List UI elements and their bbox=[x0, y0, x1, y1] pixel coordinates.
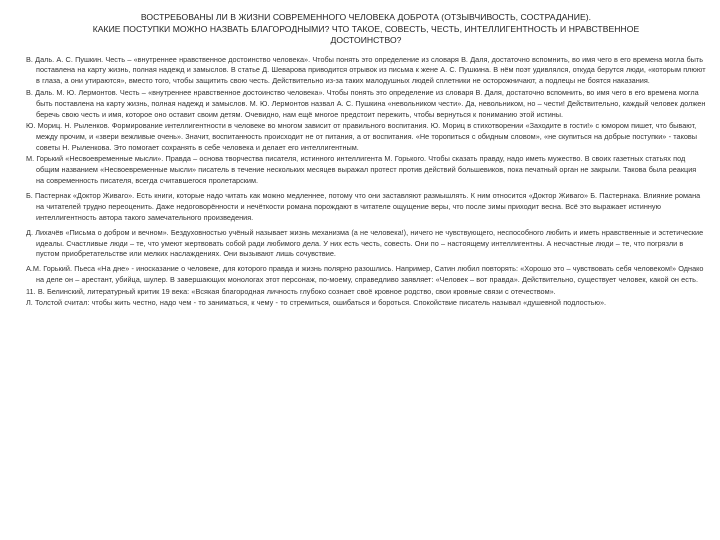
title-line-1: ВОСТРЕБОВАНЫ ЛИ В ЖИЗНИ СОВРЕМЕННОГО ЧЕЛОВЕКА ДОБРОТА (ОТЗЫВЧИВОСТЬ, СОСТРАДАНИЕ). bbox=[140, 12, 592, 22]
entry-likhachev: Д. Лихачёв «Письма о добром и вечном». Бездуховностью учёный называет жизнь механизма (а не человека!), ничего не чувствующего, неспособного любить и иметь нравственные и эстетические идеалы. Счастливые люди – те, что умеют жертвовать собой ради любимого дела. У них есть честь, совесть. Они по – настоящему интеллигентны. А несчастные люди – те, что погрязли в пустом приобретательстве или мелких наслаждениях. Они вызывают лишь сочувствие. bbox=[26, 227, 704, 259]
entry-morits-rylenkov: Ю. Мориц. Н. Рыленков. Формирование интеллигентности в человеке во многом зависит от правильного воспитания. Ю. Мориц в стихотворении «Заходите в гости!» с юмором пишет, что бывают, между прочим, и «звери вежливые очень». Значит, воспитанность происходит не от питания, а от воспитания. «Не торопиться с обидным словом», «не скупиться на добрые поступки» - таковы советы Н. Рыленкова. Это помогает сохранять в себе человека и делает его интеллигентным. bbox=[26, 120, 698, 152]
entry-pasternak: Б. Пастернак «Доктор Живаго». Есть книги, которые надо читать как можно медленнее, потому что они заставляют размышлять. К ним относится «Доктор Живаго» Б. Пастернака. Влияние романа на читателей трудно переоценить. Даже недоговорённости и нечёткости романа порождают в читателе ощущение веры, что после зимы приходит весна. Всё это выражает истинную интеллигентность автора такого замечательного произведения. bbox=[26, 190, 701, 222]
entry-dal-lermontov: В. Даль. М. Ю. Лермонтов. Честь – «внутреннее нравственное достоинство человека». Чтобы понять это определение из словаря В. Даля, достаточно вспомнить, во имя чего в его времена могла быть поставлена на карту жизнь, полная надежд и замыслов. М. Ю. Лермонтов назвал А. С. Пушкина «невольником чести». Да, невольником, но – чести! Действительно, каждый человек должен беречь свою честь и имя, которое оно оставит своим детям. Очевидно, нам ещё многое предстоит пережить, чтобы вернуться к пониманию этой истины. bbox=[26, 87, 706, 119]
entry-gorky-play: А.М. Горький. Пьеса «На дне» - иносказание о человеке, для которого правда и жизнь полярно разошлись. Например, Сатин любил повторять: «Хорошо это – чувствовать себя человеком!» Однако на деле он – арестант, убийца, шулер. В завершающих монологах этот персонаж, по-моему, справедливо заявляет: «Человек – вот правда». Действительно, существует человек, какой он есть. bbox=[26, 264, 704, 285]
page-title bbox=[61, 12, 671, 47]
title-line-3: ДОСТОИНСТВО? bbox=[330, 35, 402, 45]
entry-belinsky: 11. В. Белинский, литературный критик 19 века: «Всякая благородная личность глубоко сознает своё кровное родство, свои кровные связи с отечеством». bbox=[26, 286, 556, 296]
entry-dal-pushkin: В. Даль. А. С. Пушкин. Честь – «внутреннее нравственное достоинство человека». Чтобы понять это определение из словаря В. Даля, достаточно вспомнить, во имя чего в его времена могла быть поставлена на карту жизнь, полная надежд и замыслов. В статье Д. Шеварова приводится отрывок из письма к жене А. С. Пушкина. В нём поэт удивлялся, откуда берутся люди, «которым плюют в глаза, а они утираются», вместо того, чтобы защитить свою честь. Действительно из-за таких малодушных людей сплетники не осторожничают, а подлецы не боятся наказания. bbox=[26, 54, 706, 86]
entry-tolstoy: Л. Толстой считал: чтобы жить честно, надо чем - то заниматься, к чему - то стремиться, ошибаться и бороться. Спокойствие писатель называл «душевной подлостью». bbox=[26, 298, 607, 308]
entry-gorky-thoughts: М. Горький «Несвоевременные мысли». Правда – основа творчества писателя, истинного интеллигента М. Горького. Чтобы сказать правду, надо иметь мужество. В своих газетных статьях под общим названием «Несвоевременные мысли» писатель в течение нескольких месяцев выражал протест против действий большевиков, пока печатный орган не закрыли. Такова была реакция на современность писателя, всегда считавшегося пролетарским. bbox=[26, 154, 697, 185]
entries-list bbox=[26, 55, 706, 309]
title-line-2: КАКИЕ ПОСТУПКИ МОЖНО НАЗВАТЬ БЛАГОРОДНЫМИ? ЧТО ТАКОЕ, СОВЕСТЬ, ЧЕСТЬ, ИНТЕЛЛИГЕНТНОСТЬ И НРАВСТВЕННОЕ bbox=[92, 23, 640, 34]
